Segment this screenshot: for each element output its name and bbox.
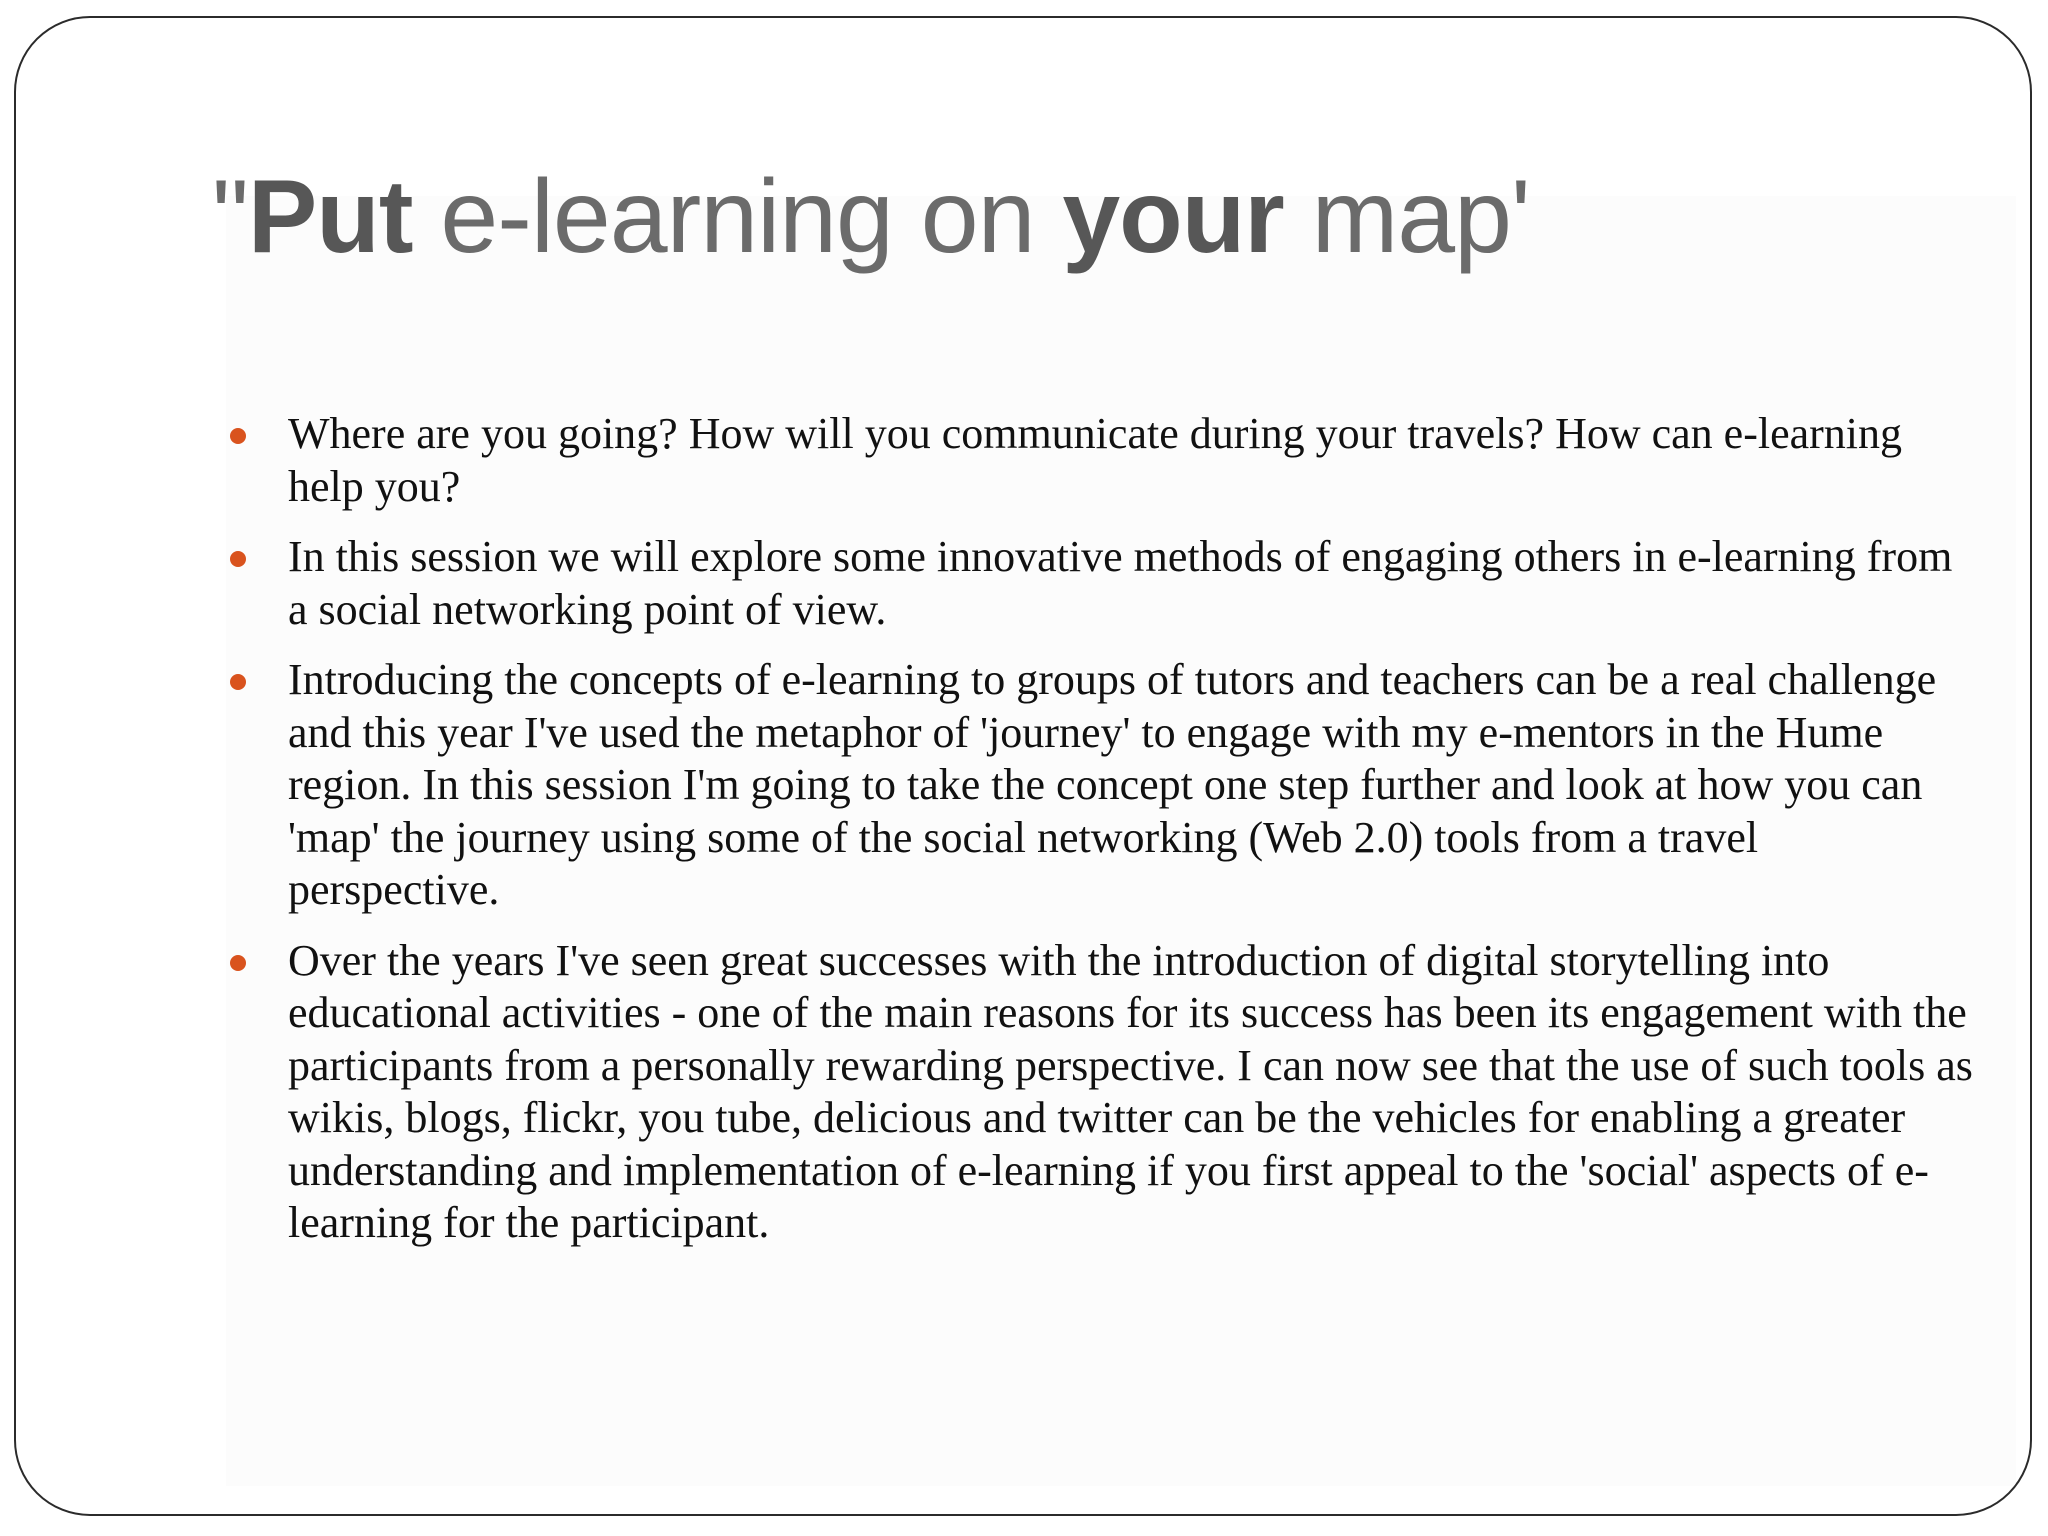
bullet-dot-icon <box>230 955 246 971</box>
bullet-text: In this session we will explore some innovative methods of engaging others in e-learning from a social networking point of view. <box>288 532 1953 634</box>
bullet-dot-icon <box>230 551 246 567</box>
bullet-item-1 <box>220 408 1980 513</box>
bullet-dot-icon <box>230 428 246 444</box>
bullet-dot-icon <box>230 674 246 690</box>
title-word-your: your <box>1062 159 1284 275</box>
slide-title <box>212 160 1530 274</box>
title-middle: e-learning on <box>412 159 1063 275</box>
bullet-text: Over the years I've seen great successes with the introduction of digital storytelling into educational activities - one of the main reasons for its success has been its engagement with the participants from a personally rewarding perspective. I can now see that the use of such tools as wikis, blogs, flickr, you tube, delicious and twitter can be the vehicles for enabling a greater understanding and implementation of e-learning if you first appeal to the 'social' aspects of e-learning for the participant. <box>288 935 1973 1247</box>
bullet-item-4 <box>220 935 1980 1250</box>
bullet-item-2 <box>220 531 1980 636</box>
title-word-put: Put <box>247 159 413 275</box>
bullet-text: Introducing the concepts of e-learning to groups of tutors and teachers can be a real challenge and this year I've used the metaphor of 'journey' to engage with my e-mentors in the Hume region. In this session I'm going to take the concept one step further and look at how you can 'map' the journey using some of the social networking (Web 2.0) tools from a travel perspective. <box>288 655 1937 914</box>
title-quote: " <box>212 159 248 275</box>
bullet-item-3 <box>220 654 1980 917</box>
title-end: map' <box>1283 159 1530 275</box>
bullet-list <box>220 408 1980 1268</box>
bullet-text: Where are you going? How will you communicate during your travels? How can e-learning help you? <box>288 409 1903 511</box>
